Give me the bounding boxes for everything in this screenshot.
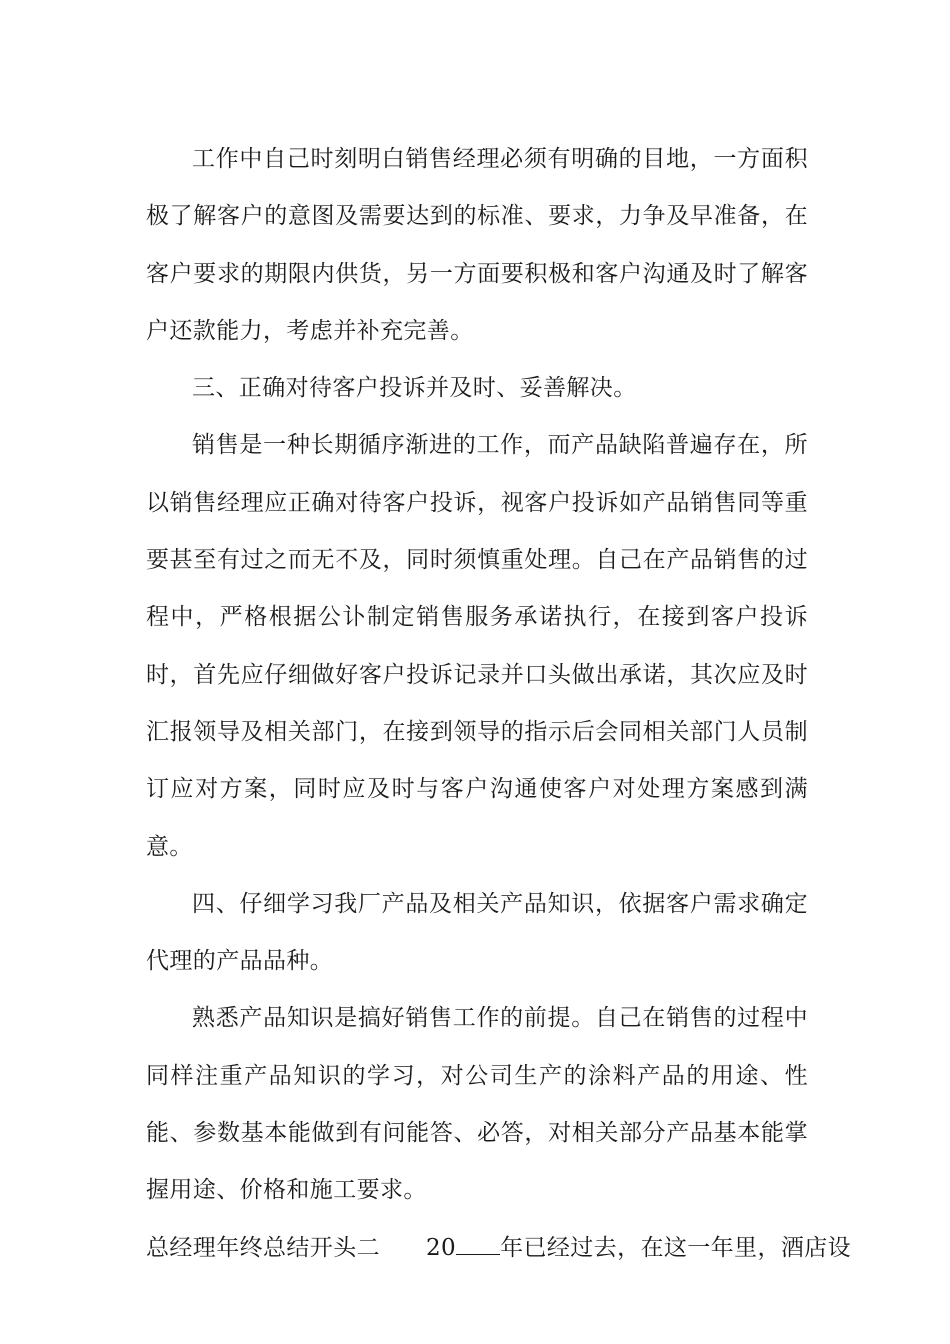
next-section-heading: 总经理年终总结开头二	[146, 1234, 380, 1261]
section-heading-4: 四、仔细学习我厂产品及相关产品知识，依据客户需求确定代理的产品品种。	[146, 890, 808, 975]
paragraph-complaints: 销售是一种长期循序渐进的工作，而产品缺陷普遍存在，所以销售经理应正确对待客户投诉，视客户投诉如产品销售同等重要甚至有过之而无不及，同时须慎重处理。自己在产品销售的过程中，严格根据公讣制定销售服务承诺执行，在接到客户投诉时，首先应仔细做好客户投诉记录并口头做出承诺，其次应及时汇报领导及相关部门，在接到领导的指示后会同相关部门人员制订应对方案，同时应及时与客户沟通使客户对处理方案感到满意。	[146, 432, 808, 860]
next-section-text: 年已经过去，在这一年里，酒店设	[500, 1234, 852, 1261]
year-blank	[456, 1234, 500, 1255]
document-page	[146, 131, 852, 1277]
year-prefix: 20	[426, 1234, 457, 1261]
next-section-line	[146, 1220, 852, 1277]
paragraph-goal: 工作中自己时刻明白销售经理必须有明确的目地，一方面积极了解客户的意图及需要达到的标准、要求，力争及早准备，在客户要求的期限内供货，另一方面要积极和客户沟通及时了解客户还款能力，考虑并补充完善。	[146, 146, 808, 344]
section-heading-3: 三、正确对待客户投诉并及时、妥善解决。	[192, 375, 637, 402]
paragraph-product-knowledge: 熟悉产品知识是搞好销售工作的前提。自己在销售的过程中同样注重产品知识的学习，对公司生产的涂料产品的用途、性能、参数基本能做到有问能答、必答，对相关部分产品基本能掌握用途、价格和施工要求。	[146, 1005, 808, 1204]
